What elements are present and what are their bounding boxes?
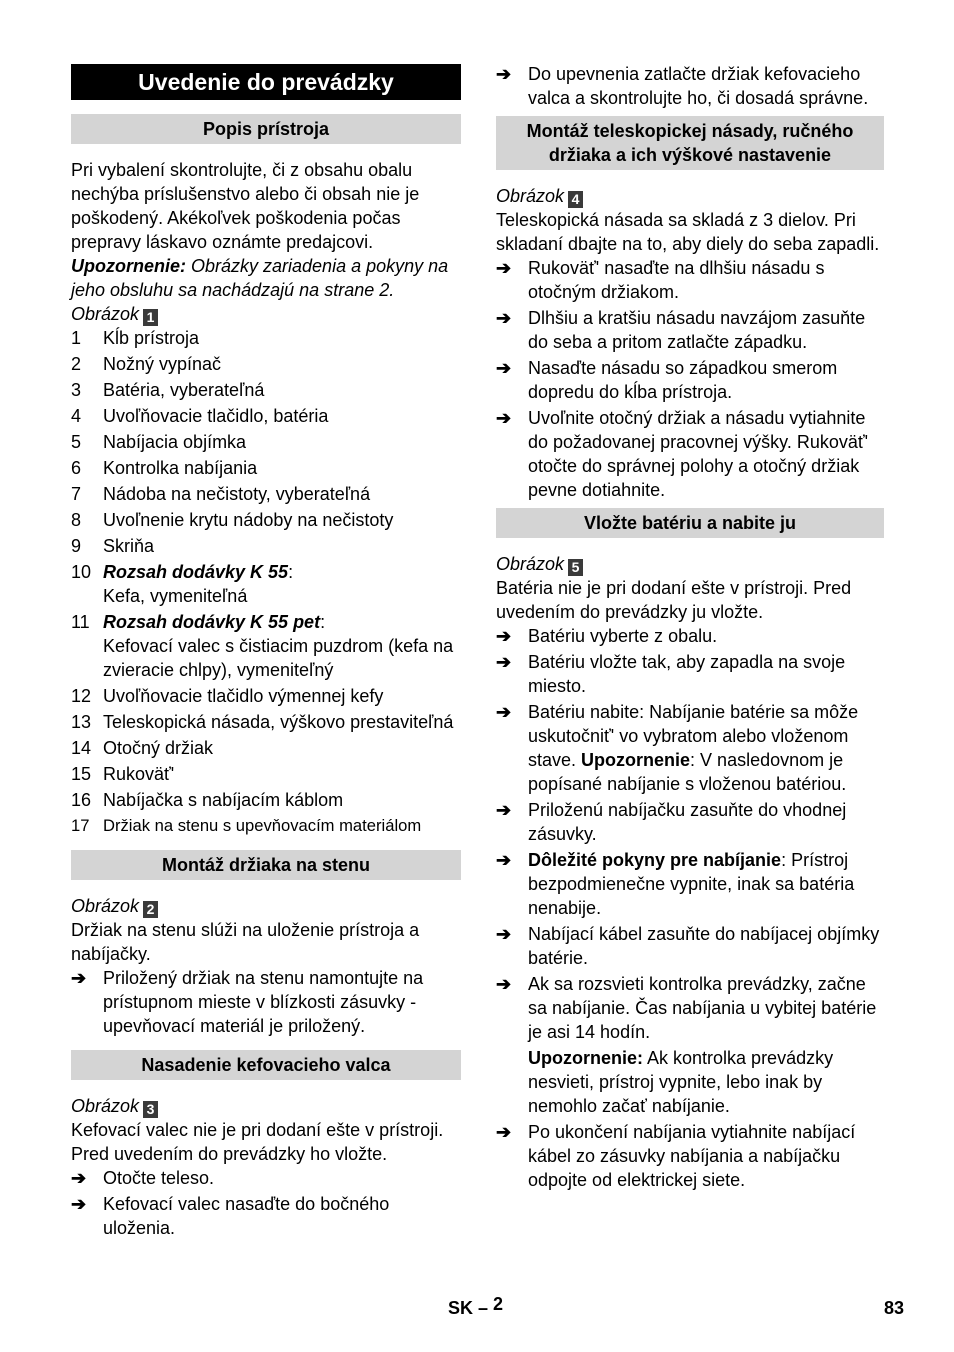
section-heading-brush-roller: Nasadenie kefovacieho valca [71, 1050, 461, 1080]
figure-ref-4: Obrázok 4 [496, 184, 884, 208]
step-item: ➔ Otočte teleso. [71, 1168, 215, 1188]
figure-ref-3: Obrázok 3 [71, 1094, 461, 1118]
figure-ref-2: Obrázok 2 [71, 894, 461, 918]
arrow-icon: ➔ [496, 308, 512, 328]
figure-number-box: 2 [143, 901, 158, 918]
figure-ref-5: Obrázok 5 [496, 552, 884, 576]
step-item: ➔ Ak sa rozsvieti kontrolka prevádzky, začne sa nabíjanie. Čas nabíjania u vybitej batérie je asi 14 hodín. [496, 974, 877, 1042]
left-column [71, 62, 461, 1242]
battery-steps-end [496, 1120, 884, 1192]
list-item: 8 Uvoľnenie krytu nádoby na nečistoty [71, 510, 394, 530]
arrow-icon: ➔ [496, 626, 512, 646]
list-item: 15 Rukoväť' [71, 764, 175, 784]
figure-ref-1: Obrázok 1 [71, 302, 461, 326]
arrow-icon: ➔ [496, 850, 512, 870]
figure-number-box: 1 [143, 309, 158, 326]
list-item: 16 Nabíjačka s nabíjacím káblom [71, 790, 344, 810]
arrow-icon: ➔ [496, 408, 512, 428]
brush-roller-steps-cont [496, 62, 884, 110]
step-item: ➔ Priloženú nabíjačku zasuňte do vhodnej zásuvky. [496, 800, 847, 844]
battery-text: Batéria nie je pri dodaní ešte v prístroji. Pred uvedením do prevádzky ju vložte. [496, 578, 852, 622]
section-heading-wall-mount: Montáž držiaka na stenu [71, 850, 461, 880]
battery-note: Upozornenie: Ak kontrolka prevádzky nesvieti, prístroj vypnite, lebo inak by nemohlo začať nabíjanie. [528, 1048, 834, 1116]
step-item: ➔ Uvoľnite otočný držiak a násadu vytiahnite do požadovanej pracovnej výšky. Rukoväť' otočte do správnej polohy a otočný držiak pevne dotiahnite. [496, 408, 869, 500]
figure-number-box: 5 [568, 559, 583, 576]
arrow-icon: ➔ [496, 702, 512, 722]
step-item: ➔ Rukoväť' nasaďte na dlhšiu násadu s otočným držiakom. [496, 258, 825, 302]
telescopic-text: Teleskopická násada sa skladá z 3 dielov. Pri skladaní dbajte na to, aby diely do seba zapadli. [496, 210, 880, 254]
list-item: 1 Kĺb prístroja [71, 328, 200, 348]
brush-roller-steps [71, 1166, 461, 1240]
arrow-icon: ➔ [496, 1122, 512, 1142]
step-item: ➔ Dlhšiu a kratšiu násadu navzájom zasuňte do seba a pritom zatlačte západku. [496, 308, 866, 352]
step-item: ➔ Priložený držiak na stenu namontujte na prístupnom mieste v blízkosti zásuvky - upevňovací materiál je priložený. [71, 968, 424, 1036]
telescopic-steps [496, 256, 884, 502]
wall-mount-text: Držiak na stenu slúži na uloženie prístroja a nabíjačky. [71, 920, 420, 964]
brush-roller-text: Kefovací valec nie je pri dodaní ešte v prístroji. Pred uvedením do prevádzky ho vložte. [71, 1120, 444, 1164]
step-item: ➔ Batériu vložte tak, aby zapadla na svoje miesto. [496, 652, 846, 696]
footer-language-page: SK – 2 [448, 1294, 504, 1318]
section-heading-battery: Vložte batériu a nabite ju [496, 508, 884, 538]
arrow-icon: ➔ [496, 924, 512, 944]
right-column [496, 62, 884, 1194]
page-title: Uvedenie do prevádzky [71, 64, 461, 100]
arrow-icon: ➔ [496, 974, 512, 994]
arrow-icon: ➔ [496, 652, 512, 672]
figure-number-box: 3 [143, 1101, 158, 1118]
step-item: ➔ Dôležité pokyny pre nabíjanie: Prístroj bezpodmienečne vypnite, inak sa batéria nenabije. [496, 850, 855, 918]
section-heading-telescopic-handle: Montáž teleskopickej násady, ručného držiaka a ich výškové nastavenie [496, 116, 884, 170]
step-item: ➔ Po ukončení nabíjania vytiahnite nabíjací kábel zo zásuvky nabíjania a nabíjačku odpojte od elektrickej siete. [496, 1122, 856, 1190]
list-item: 3 Batéria, vyberateľná [71, 380, 265, 400]
step-item: ➔ Nabíjací kábel zasuňte do nabíjacej objímky batérie. [496, 924, 880, 968]
step-item: ➔ Batériu vyberte z obalu. [496, 626, 718, 646]
list-item: 12 Uvoľňovacie tlačidlo výmennej kefy [71, 686, 384, 706]
arrow-icon: ➔ [496, 358, 512, 378]
list-item: 6 Kontrolka nabíjania [71, 458, 258, 478]
intro-text: Pri vybalení skontrolujte, či z obsahu obalu nechýba príslušenstvo alebo či obsah nie je poškodený. Akékoľvek poškodenia počas prepravy láskavo oznámte predajcovi. [71, 160, 420, 252]
section-heading-device-description: Popis prístroja [71, 114, 461, 144]
step-item: ➔ Nasaďte násadu so západkou smerom dopredu do kĺba prístroja. [496, 358, 838, 402]
list-item: 11 Rozsah dodávky K 55 pet: Kefovací valec s čistiacim puzdrom (kefa na zvieracie chlpy), vymeniteľný [71, 612, 454, 680]
page-number: 83 [884, 1298, 905, 1318]
step-item: ➔ Batériu nabite: Nabíjanie batérie sa môže uskutočniť' vo vybratom alebo vloženom stave. Upozornenie: V nasledovnom je popísané nabíjanie s vloženou batériou. [496, 702, 859, 794]
step-item: ➔ Kefovací valec nasaďte do bočného uloženia. [71, 1194, 390, 1238]
list-item: 2 Nožný vypínač [71, 354, 222, 374]
battery-steps [496, 624, 884, 1044]
figure-number-box: 4 [568, 191, 583, 208]
list-item: 7 Nádoba na nečistoty, vyberateľná [71, 484, 371, 504]
wall-mount-steps [71, 966, 461, 1038]
list-item: 10 Rozsah dodávky K 55: Kefa, vymeniteľná [71, 562, 294, 606]
arrow-icon: ➔ [496, 64, 512, 84]
arrow-icon: ➔ [496, 258, 512, 278]
list-item: 9 Skriňa [71, 536, 155, 556]
list-item: 4 Uvoľňovacie tlačidlo, batéria [71, 406, 329, 426]
list-item: 14 Otočný držiak [71, 738, 214, 758]
list-item: 5 Nabíjacia objímka [71, 432, 247, 452]
step-item: ➔ Do upevnenia zatlačte držiak kefovacieho valca a skontrolujte ho, či dosadá správne. [496, 64, 869, 108]
list-item: 17 Držiak na stenu s upevňovacím materiálom [71, 816, 422, 835]
arrow-icon: ➔ [496, 800, 512, 820]
arrow-icon: ➔ [71, 968, 87, 988]
parts-list [71, 326, 461, 838]
note: Upozornenie: Obrázky zariadenia a pokyny na jeho obsluhu sa nachádzajú na strane 2. [71, 256, 449, 300]
list-item: 13 Teleskopická násada, výškovo prestaviteľná [71, 712, 454, 732]
arrow-icon: ➔ [71, 1168, 87, 1188]
arrow-icon: ➔ [71, 1194, 87, 1214]
